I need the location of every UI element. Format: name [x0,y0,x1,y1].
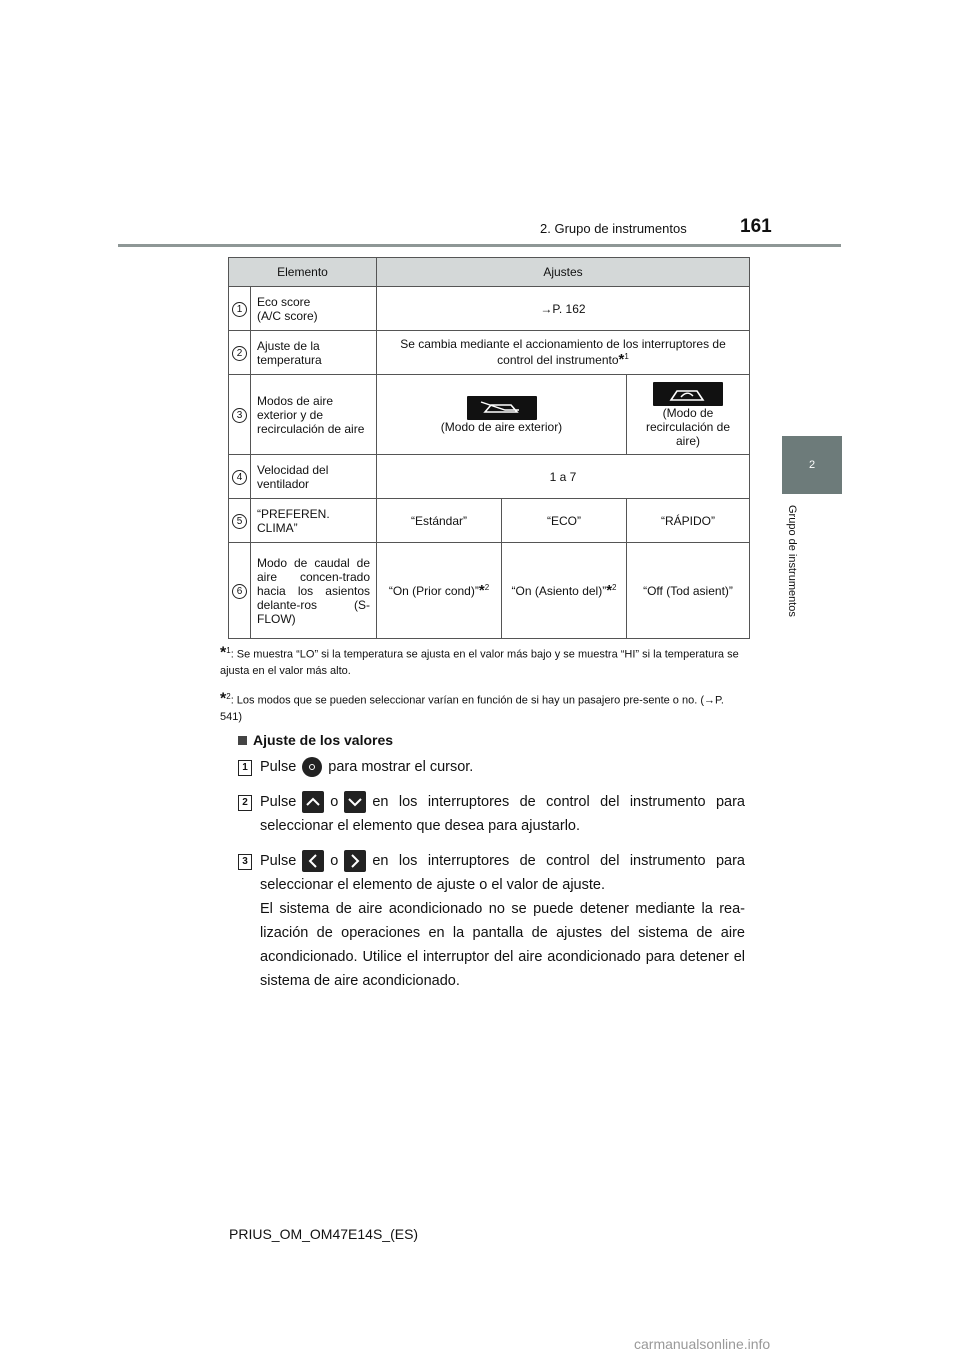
section-title: Ajuste de los valores [238,732,393,748]
chevron-left-icon [302,850,324,872]
step-number: 1 [238,760,252,776]
page-number: 161 [740,216,772,237]
row-setting: 1 a 7 [377,455,750,499]
row-setting: “On (Asiento del)”*$^2$ [502,543,627,639]
row-setting: (Modo de aire exterior) [377,375,627,455]
row-setting: “On (Prior cond)”*$^2$ [377,543,502,639]
table-row [229,543,750,639]
row-number: 2 [232,346,247,361]
row-number: 4 [232,470,247,485]
step-extra-text: El sistema de aire acondicionado no se puede detener mediante la rea-lización de operaciones en la pantalla de ajustes del sistema de aire acondicionado. Utilice el interruptor del aire acondicionado para detener el sistema de aire acondicionado. [260,901,745,989]
dial-button-icon [302,757,322,777]
chapter-title: 2. Grupo de instrumentos [540,221,687,236]
recirculation-icon [653,382,723,406]
chevron-right-icon [344,850,366,872]
chevron-down-icon [344,791,366,813]
header-elemento: Elemento [229,258,377,287]
row-number: 1 [232,302,247,317]
document-code: PRIUS_OM_OM47E14S_(ES) [229,1226,419,1242]
row-setting: “ECO” [502,499,627,543]
side-tab-label: Grupo de instrumentos [786,505,798,617]
watermark: carmanualsonline.info [634,1336,771,1352]
row-number: 3 [232,408,247,423]
row-number: 6 [232,584,247,599]
row-setting: “Off (Tod asient)” [627,543,750,639]
header-ajustes: Ajustes [377,258,750,287]
step-text: Pulse o en los interruptores de control del instrumento para seleccionar el elemento de ajuste o el valor de ajuste. El sistema de aire acondicionado no se puede detener mediante la rea-lización de operaciones en la pantalla de ajustes del sistema de aire acondicionado. Utilice el interruptor del aire acondicionado para detener el sistema de aire acondicionado. [260,849,745,993]
row-element: Eco score (A/C score) [251,287,377,331]
row-setting: (Modo de recirculación de aire) [627,375,750,455]
row-setting: “Estándar” [377,499,502,543]
row-element: Ajuste de la temperatura [251,331,377,375]
row-setting: →P. 162 [377,287,750,331]
settings-table [228,257,750,639]
step-number: 2 [238,795,252,811]
side-tab-number: 2 [782,436,842,494]
table-row [229,375,750,455]
chevron-up-icon [302,791,324,813]
row-element: Velocidad del ventilador [251,455,377,499]
step-number: 3 [238,854,252,870]
table-row [229,499,750,543]
row-element: Modos de aire exterior y de recirculación de aire [251,375,377,455]
row-element: Modo de caudal de aire concen-trado hacia los asientos delante-ros (S-FLOW) [251,543,377,639]
section-bullet [238,736,247,745]
row-element: “PREFEREN. CLIMA” [251,499,377,543]
step-text: Pulse para mostrar el cursor. [260,755,745,779]
outside-air-icon [467,396,537,420]
table-row [229,287,750,331]
row-number: 5 [232,514,247,529]
header-rule [118,244,841,247]
table-row [229,455,750,499]
row-setting: “RÁPIDO” [627,499,750,543]
footnote-2: *$^2$: Los modos que se pueden seleccionar varían en función de si hay un pasajero pre-sente o no. (→P. 541) [220,690,724,723]
row-setting: Se cambia mediante el accionamiento de los interruptores de control del instrumento*$^1$ [377,331,750,375]
step-text: Pulse o en los interruptores de control del instrumento para seleccionar el elemento que desea para ajustarlo. [260,790,745,838]
footnote-1: *$^1$: Se muestra “LO” si la temperatura se ajusta en el valor más bajo y se muestra “HI” si la temperatura se ajusta en el valor más alto. [220,644,739,677]
table-row [229,331,750,375]
